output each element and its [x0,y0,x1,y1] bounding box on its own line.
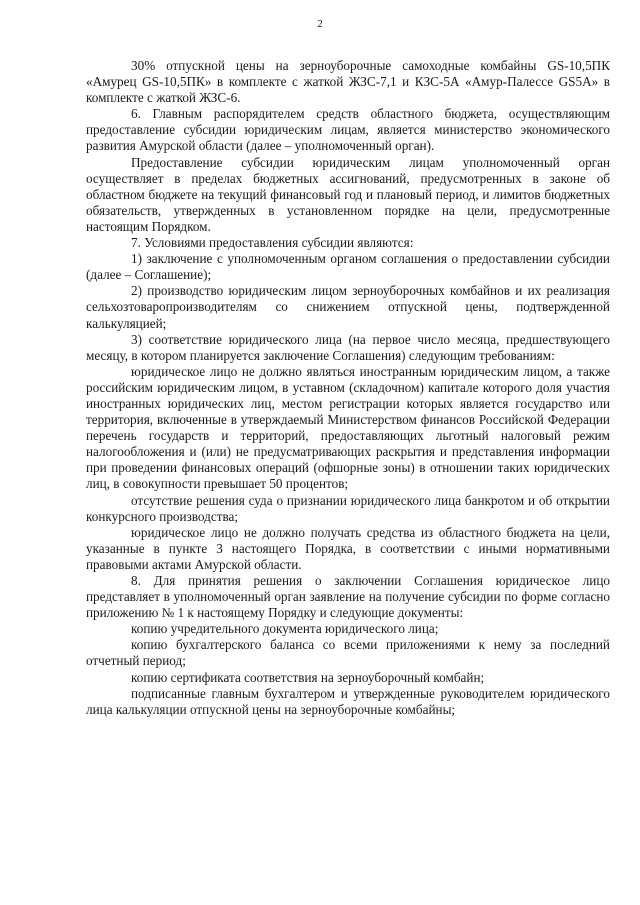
paragraph-doc-balance: копию бухгалтерского баланса со всеми приложениями к нему за последний отчетный период; [86,637,610,669]
paragraph-doc-calculation: подписанные главным бухгалтером и утвержденные руководителем юридического лица калькуляции отпускной цены на зерноуборочные комбайны; [86,685,610,717]
paragraph-item-8: 8. Для принятия решения о заключении Соглашения юридическое лицо представляет в уполномоченный орган заявление на получение субсидии по форме согласно приложению № 1 к настоящему Порядку и следующие документы: [86,573,610,621]
paragraph-requirement-bankruptcy: отсутствие решения суда о признании юридического лица банкротом и об открытии конкурсного производства; [86,492,610,524]
paragraph-condition-3: 3) соответствие юридического лица (на первое число месяца, предшествующего месяцу, в котором планируется заключение Соглашения) следующим требованиям: [86,331,610,363]
paragraph-requirement-funds: юридическое лицо не должно получать средства из областного бюджета на цели, указанные в пункте 3 настоящего Порядка, в соответствии с иными нормативными правовыми актами Амурской области. [86,524,610,572]
paragraph-requirement-foreign: юридическое лицо не должно являться иностранным юридическим лицом, а также российским юридическим лицом, в уставном (складочном) капитале которого доля участия иностранных юридических лиц, местом регистрации которых является государство или территория, включенные в утверждаемый Министерством финансов Российской Федерации перечень государств и территорий, предоставляющих льготный налоговый режим налогообложения и (или) не предусматривающих раскрытия и представления информации при проведении финансовых операций (офшорные зоны) в отношении таких юридических лиц, в совокупности превышает 50 процентов; [86,363,610,492]
paragraph-subsidy-provision: Предоставление субсидии юридическим лицам уполномоченный орган осуществляет в пределах бюджетных ассигнований, предусмотренных в законе об областном бюджете на текущий финансовый год и плановый период, и лимитов бюджетных обязательств, утвержденных в установленном порядке на цели, предусмотренные настоящим Порядком. [86,154,610,234]
paragraph-condition-2: 2) производство юридическим лицом зерноуборочных комбайнов и их реализация сельхозтоваропроизводителям со снижением отпускной цены, подтвержденной калькуляцией; [86,283,610,331]
paragraph-item-6: 6. Главным распорядителем средств областного бюджета, осуществляющим предоставление субсидии юридическим лицам, является министерство экономического развития Амурской области (далее – уполномоченный орган). [86,106,610,154]
paragraph-doc-certificate: копию сертификата соответствия на зерноуборочный комбайн; [131,669,485,685]
page-number: 2 [317,18,323,30]
paragraph-item-7: 7. Условиями предоставления субсидии являются: [131,235,414,251]
paragraph-condition-1: 1) заключение с уполномоченным органом соглашения о предоставлении субсидии (далее – Соглашение); [86,251,610,283]
paragraph-doc-charter: копию учредительного документа юридического лица; [131,621,439,637]
paragraph-price-30: 30% отпускной цены на зерноуборочные самоходные комбайны GS-10,5ПК «Амурец GS-10,5ПК» в комплекте с жаткой ЖЗС-7,1 и КЗС-5А «Амур-Палессе GS5А» в комплекте с жаткой ЖЗС-6. [86,58,610,106]
